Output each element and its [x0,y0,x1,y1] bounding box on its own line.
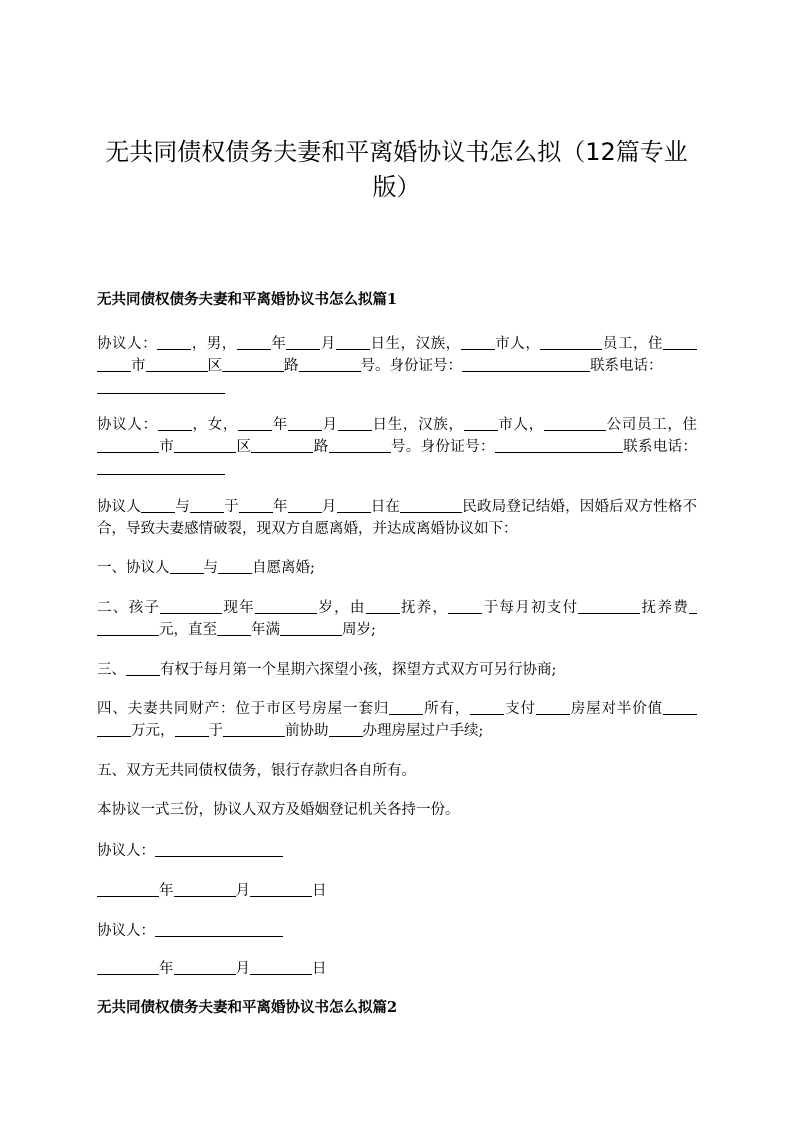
party1-paragraph: 协议人： ，男， 年 月 日生，汉族， 市人， 员工，住市 区 路 号。身份证号： 联系电话： [97,333,697,399]
clause-2: 二、孩子 现年 岁，由 抚养， 于每月初支付 抚养费元，直至 年满 周岁; [97,597,697,641]
party2-paragraph: 协议人： ，女， 年 月 日生，汉族， 市人， 公司员工，住市 区 路 号。身份证号： 联系电话： [97,414,697,480]
date-line-2: 年 月 日 [97,958,697,980]
page-title: 无共同债权债务夫妻和平离婚协议书怎么拟（12篇专业版） [105,138,688,201]
clause-5: 五、双方无共同债权债务，银行存款归各自所有。 [97,763,416,779]
intro-paragraph: 协议人 与 于 年 月 日在 民政局登记结婚，因婚后双方性格不合，导致夫妻感情破裂，现双方自愿离婚，并达成离婚协议如下： [97,499,698,537]
signature-line-1: 协议人： [97,840,697,862]
clause-1: 一、协议人 与 自愿离婚; [97,560,315,576]
clause-4: 四、夫妻共同财产：位于市区号房屋一套归 所有， 支付 房屋对半价值万元， 于 前协助 办理房屋过户手续; [97,698,697,742]
signature-line-2: 协议人： [97,920,697,942]
section-heading-2: 无共同债权债务夫妻和平离婚协议书怎么拟篇2 [97,999,398,1016]
copies-statement: 本协议一式三份，协议人双方及婚姻登记机关各持一份。 [97,802,460,818]
section-heading-1: 无共同债权债务夫妻和平离婚协议书怎么拟篇1 [97,291,398,308]
clause-3: 三、 有权于每月第一个星期六探望小孩，探望方式双方可另行协商; [97,662,557,678]
date-line-1: 年 月 日 [97,880,697,902]
